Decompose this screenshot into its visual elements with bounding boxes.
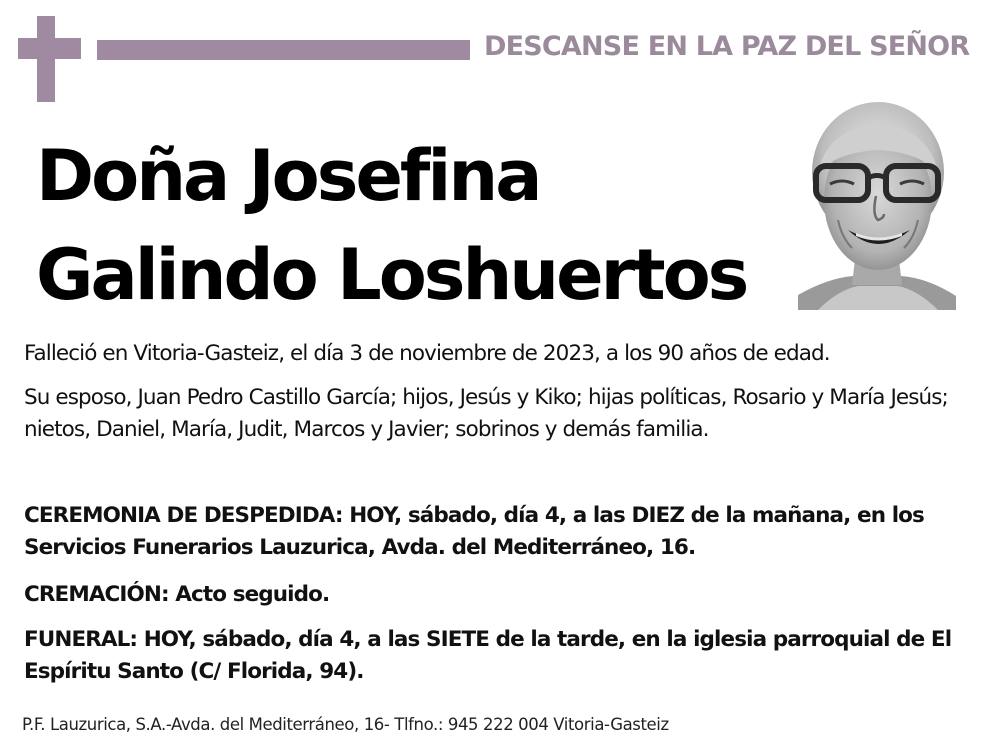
deceased-photo (798, 100, 956, 310)
death-announcement: Falleció en Vitoria-Gasteiz, el día 3 de noviembre de 2023, a los 90 años de edad. (24, 341, 830, 366)
header-title: DESCANSE EN LA PAZ DEL SEÑOR (484, 31, 970, 62)
cross-horizontal-bar (18, 38, 81, 59)
deceased-name-line2: Galindo Loshuertos (36, 234, 747, 316)
cross-vertical-bar (37, 16, 55, 102)
ceremony-info: CEREMONIA DE DESPEDIDA: HOY, sábado, día 4, a las DIEZ de la mañana, en los Servicios Funerarios Lauzurica, Avda. del Mediterráneo, 16. (24, 503, 924, 560)
cremation-info: CREMACIÓN: Acto seguido. (24, 582, 330, 607)
funeral-home-footer: P.F. Lauzurica, S.A.-Avda. del Mediterráneo, 16- Tlfno.: 945 222 004 Vitoria-Gasteiz (22, 715, 669, 734)
funeral-info: FUNERAL: HOY, sábado, día 4, a las SIETE de la tarde, en la iglesia parroquial de El Espíritu Santo (C/ Florida, 94). (24, 627, 952, 684)
deceased-name-line1: Doña Josefina (36, 135, 540, 217)
header-divider-bar (97, 40, 470, 60)
family-list: Su esposo, Juan Pedro Castillo García; hijos, Jesús y Kiko; hijas políticas, Rosario y María Jesús; nietos, Daniel, María, Judit, Marcos y Javier; sobrinos y demás familia. (24, 385, 948, 442)
